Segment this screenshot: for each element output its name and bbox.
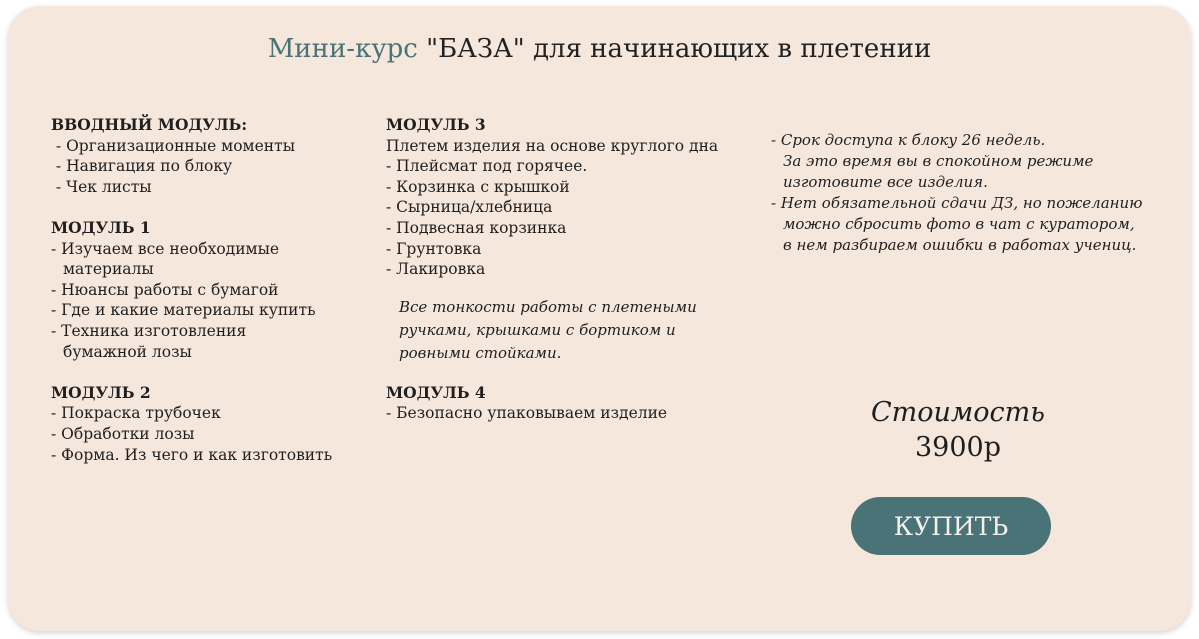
info-line: - Срок доступа к блоку 26 недель. <box>771 131 1046 149</box>
module3-item: - Корзинка с крышкой <box>386 177 570 196</box>
module1-item: - Нюансы работы с бумагой <box>51 280 279 299</box>
module3-note <box>386 296 726 365</box>
module3-item: - Плейсмат под горячее. <box>386 157 588 176</box>
info-line: - Нет обязательной сдачи ДЗ, но пожеланию <box>771 194 1143 212</box>
module3-subtitle: Плетем изделия на основе круглого дна <box>386 136 719 155</box>
module3-item: - Сырница/хлебница <box>386 198 553 217</box>
module1-title: МОДУЛЬ 1 <box>51 217 151 237</box>
intro-item: - Навигация по блоку <box>51 157 233 176</box>
info-line-cont: За это время вы в спокойном режиме <box>783 152 1094 170</box>
module1-item: - Изучаем все необходимые <box>51 239 280 258</box>
module1-item: - Где и какие материалы купить <box>51 301 316 320</box>
intro-module-title: ВВОДНЫЙ МОДУЛЬ: <box>51 115 248 134</box>
price-value: 3900р <box>915 432 1001 463</box>
module4-item: - Безопасно упаковываем изделие <box>386 404 668 423</box>
buy-button[interactable]: КУПИТЬ <box>851 497 1051 555</box>
module2-item: - Покраска трубочек <box>51 404 221 423</box>
module3-note-line: ручками, крышками с бортиком и <box>399 320 676 339</box>
module2-item: - Форма. Из чего и как изготовить <box>51 445 333 464</box>
modules-column-left <box>51 115 371 465</box>
module3-item: - Подвесная корзинка <box>386 218 567 237</box>
intro-item: - Организационные моменты <box>51 136 296 155</box>
module4-title: МОДУЛЬ 4 <box>386 382 486 402</box>
title-rest: "БАЗА" для начинающих в плетении <box>417 34 932 64</box>
title-accent: Мини-курс <box>267 34 418 64</box>
module1-item: - Техника изготовления <box>51 321 247 340</box>
info-line-cont: изготовите все изделия. <box>783 173 988 191</box>
info-column <box>771 130 1151 256</box>
module3-note-line: ровными стойками. <box>399 343 562 362</box>
intro-item: - Чек листы <box>51 177 152 196</box>
price-label: Стоимость <box>871 397 1045 428</box>
module3-title: МОДУЛЬ 3 <box>386 115 486 134</box>
module3-note-line: Все тонкости работы с плетеными <box>399 297 697 316</box>
module3-item: - Лакировка <box>386 260 486 279</box>
module3-item: - Грунтовка <box>386 239 482 258</box>
module2-item: - Обработки лозы <box>51 424 195 443</box>
info-line-cont: в нем разбираем ошибки в работах учениц. <box>783 236 1137 254</box>
module1-item-cont: бумажной лозы <box>63 342 192 361</box>
course-card <box>8 6 1191 631</box>
module2-title: МОДУЛЬ 2 <box>51 382 151 402</box>
modules-column-middle <box>386 115 726 424</box>
page-title <box>8 34 1191 64</box>
module1-item-cont: материалы <box>63 260 154 279</box>
info-line-cont: можно сбросить фото в чат с куратором, <box>783 215 1135 233</box>
